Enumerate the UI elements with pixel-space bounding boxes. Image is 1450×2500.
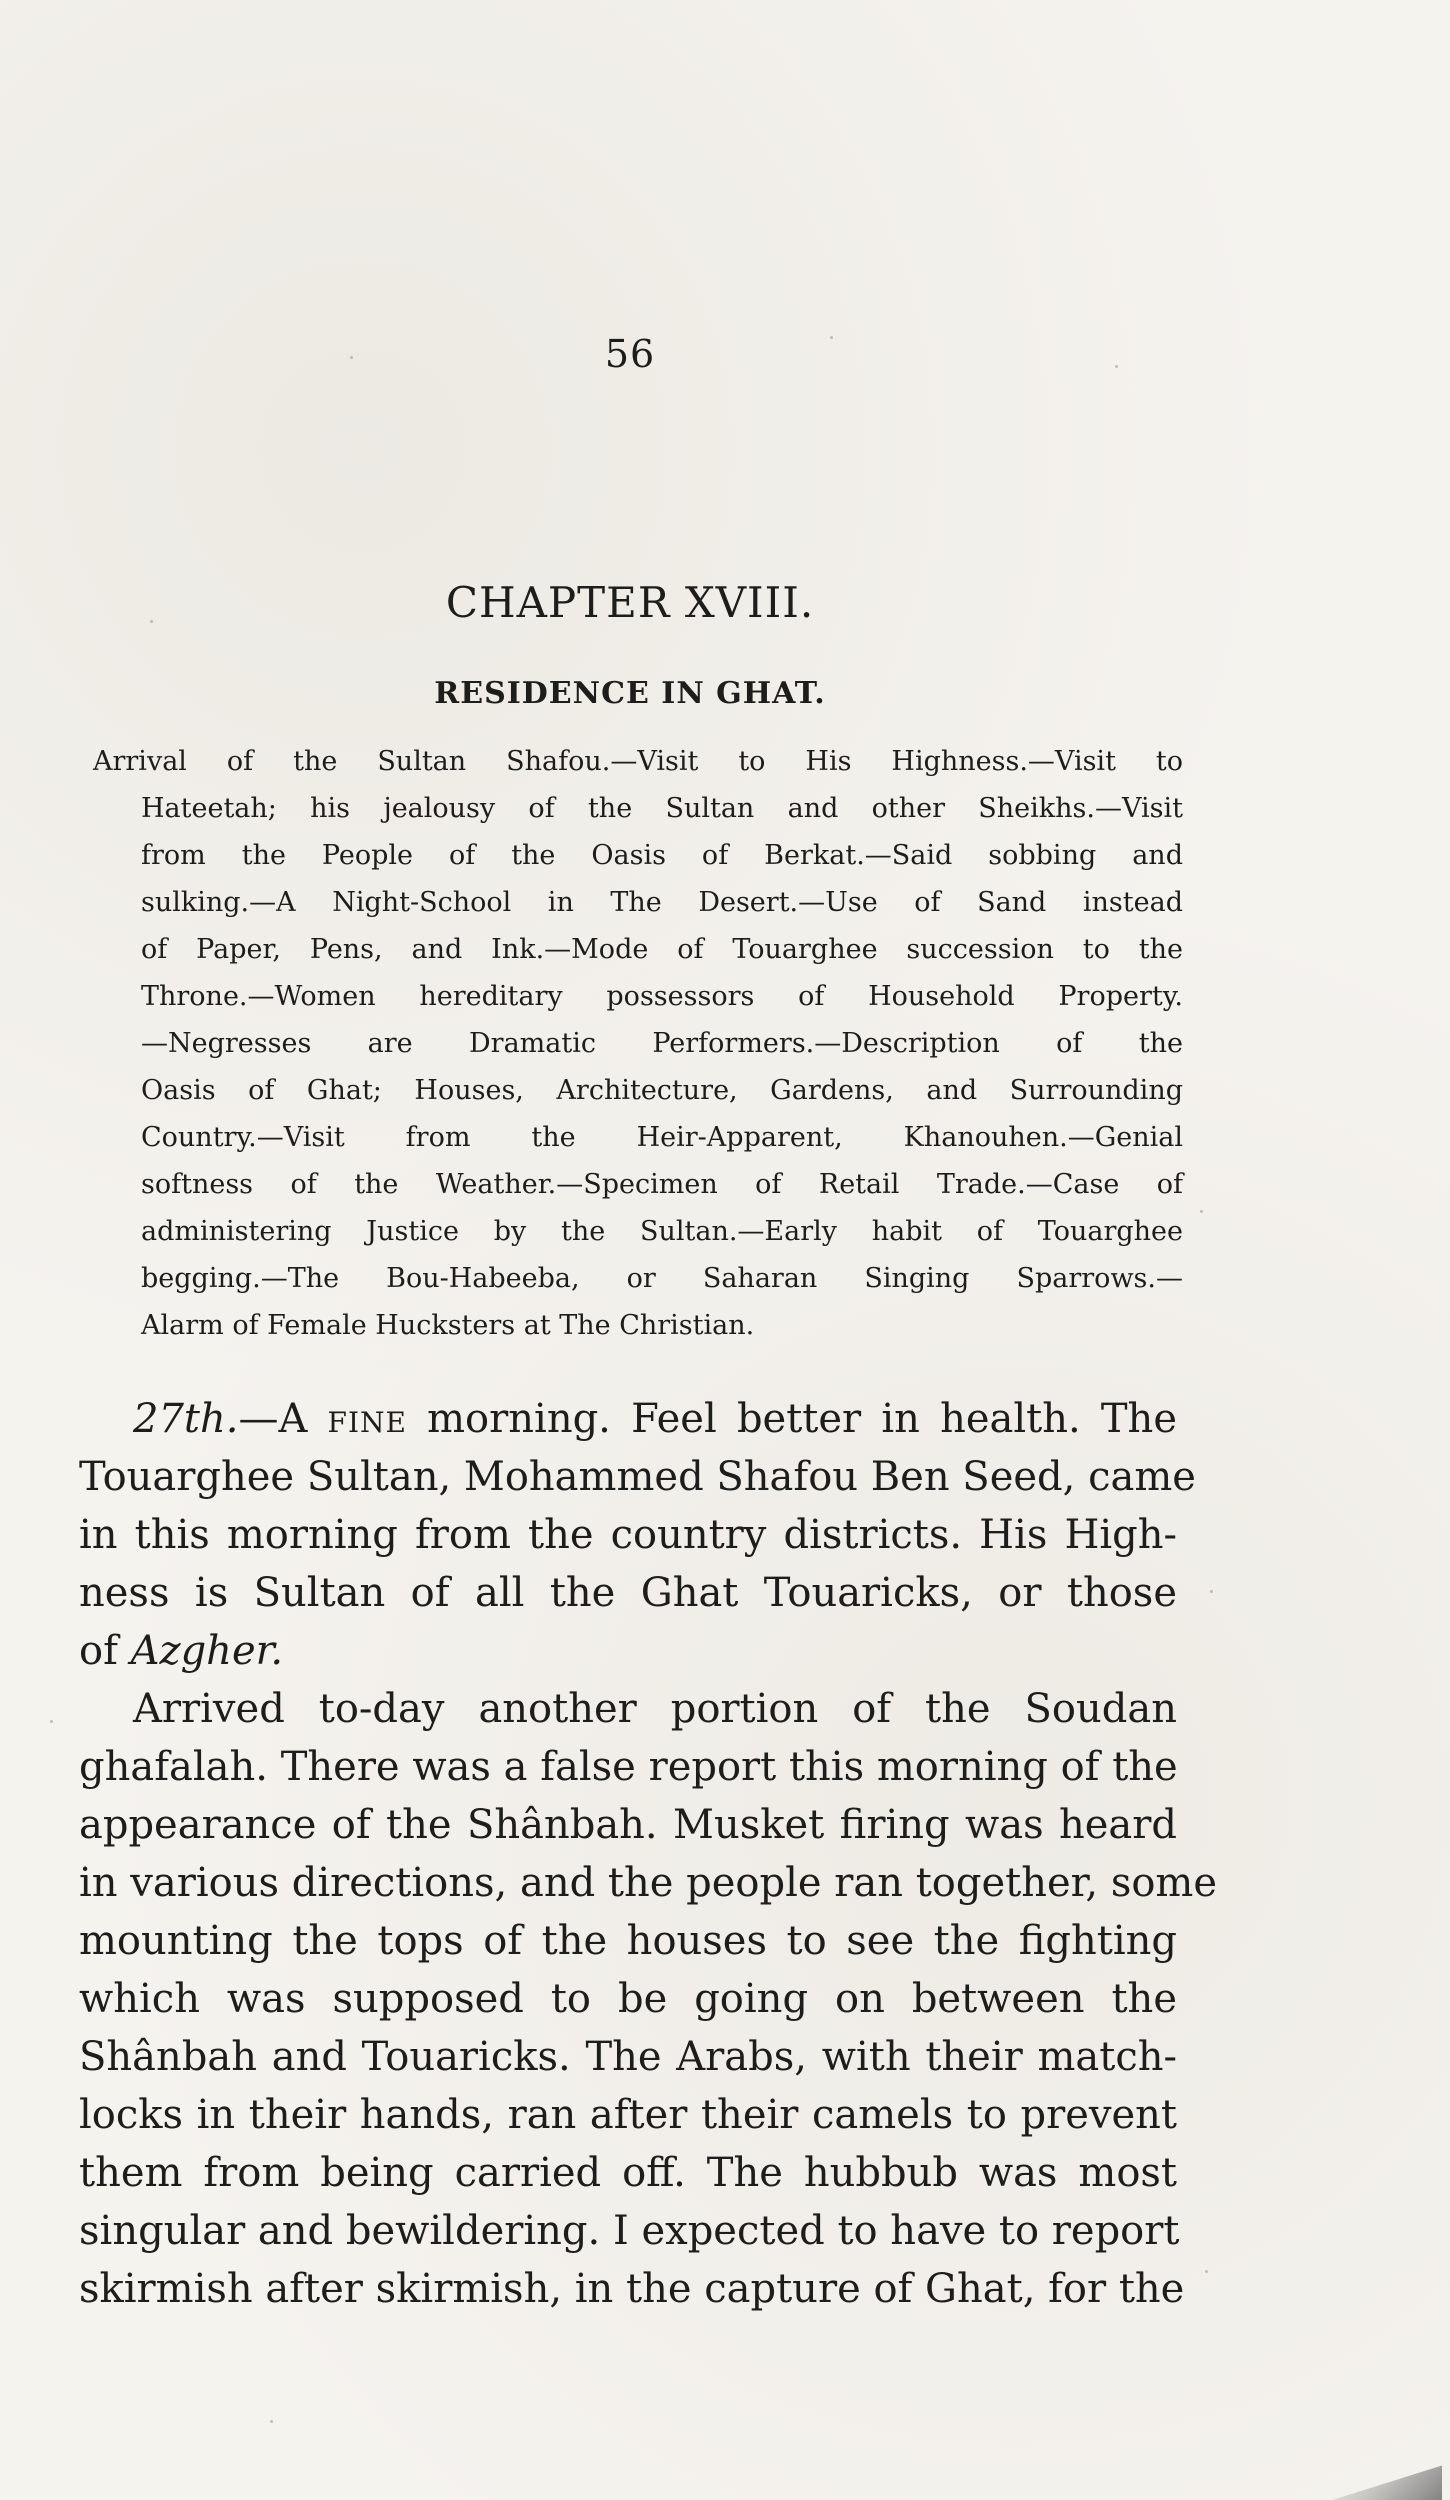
paragraph-2-line-6: which was supposed to be going on between the [79, 1976, 1177, 2022]
body-line-3: in this morning from the country districts. His High- [79, 1512, 1177, 1558]
summary-line: of Paper, Pens, and Ink.—Mode of Touarghee succession to the [141, 934, 1183, 965]
summary-line: Oasis of Ghat; Houses, Architecture, Gardens, and Surrounding [141, 1075, 1183, 1106]
summary-line: sulking.—A Night-School in The Desert.—Use of Sand instead [141, 887, 1183, 918]
paragraph-2-line-8: locks in their hands, ran after their camels to prevent [79, 2092, 1177, 2138]
paper-speck [350, 356, 353, 359]
paragraph-2-line-11: skirmish after skirmish, in the capture of Ghat, for the [79, 2266, 1185, 2312]
chapter-subtitle: RESIDENCE IN GHAT. [434, 676, 826, 711]
paragraph-2-line-7: Shânbah and Touaricks. The Arabs, with their match- [79, 2034, 1177, 2080]
paragraph-2-line-1: Arrived to-day another portion of the Soudan [133, 1686, 1177, 1732]
paper-speck [1115, 365, 1118, 368]
paragraph-2-line-3: appearance of the Shânbah. Musket firing was heard [79, 1802, 1177, 1848]
body-line-5 [79, 1622, 1177, 1680]
summary-line: from the People of the Oasis of Berkat.—Said sobbing and [141, 840, 1183, 871]
paragraph-2-line-5: mounting the tops of the houses to see the fighting [79, 1918, 1177, 1964]
summary-line: Throne.—Women hereditary possessors of Household Property. [141, 981, 1183, 1012]
body-line-2: Touarghee Sultan, Mohammed Shafou Ben Seed, came [79, 1454, 1196, 1500]
page-edge-mark [1332, 2458, 1442, 2500]
summary-line: Arrival of the Sultan Shafou.—Visit to His Highness.—Visit to [93, 746, 1183, 777]
paragraph-2-line-10: singular and bewildering. I expected to have to report [79, 2208, 1180, 2254]
paper-speck [150, 620, 153, 623]
dash-text: —A [238, 1396, 328, 1442]
paragraph-2-line-2: ghafalah. There was a false report this morning of the [79, 1744, 1178, 1790]
summary-line: begging.—The Bou-Habeeba, or Saharan Singing Sparrows.— [141, 1263, 1183, 1294]
paragraph-2-line-9: them from being carried off. The hubbub was most [79, 2150, 1177, 2196]
paper-speck [830, 336, 833, 339]
date-label: 27th. [133, 1396, 239, 1442]
body-line-4: ness is Sultan of all the Ghat Touaricks, or those [79, 1570, 1177, 1616]
chapter-summary [93, 738, 1183, 1349]
summary-line: Country.—Visit from the Heir-Apparent, Khanouhen.—Genial [141, 1122, 1183, 1153]
body-text [79, 1390, 1218, 2318]
paper-speck [1210, 1590, 1213, 1593]
summary-line: softness of the Weather.—Specimen of Retail Trade.—Case of [141, 1169, 1183, 1200]
body-line-prefix: of [79, 1628, 131, 1674]
summary-line: Alarm of Female Hucksters at The Christian. [141, 1310, 755, 1341]
body-line-rest: morning. Feel better in health. The [406, 1396, 1177, 1442]
paper-speck [50, 1720, 53, 1723]
small-caps-word: fine [327, 1396, 407, 1442]
page-number: 56 [604, 332, 656, 376]
body-line-1 [79, 1390, 1177, 1448]
paper-speck [1200, 1210, 1203, 1213]
summary-line: administering Justice by the Sultan.—Early habit of Touarghee [141, 1216, 1183, 1247]
paper-speck [1205, 2270, 1208, 2273]
paper-speck [270, 2420, 273, 2423]
summary-line: Hateetah; his jealousy of the Sultan and other Sheikhs.—Visit [141, 793, 1183, 824]
summary-line: —Negresses are Dramatic Performers.—Description of the [141, 1028, 1183, 1059]
italic-place-name: Azgher. [130, 1628, 284, 1674]
paragraph-2-line-4: in various directions, and the people ran together, some [79, 1860, 1218, 1906]
chapter-title: CHAPTER XVIII. [445, 578, 815, 627]
